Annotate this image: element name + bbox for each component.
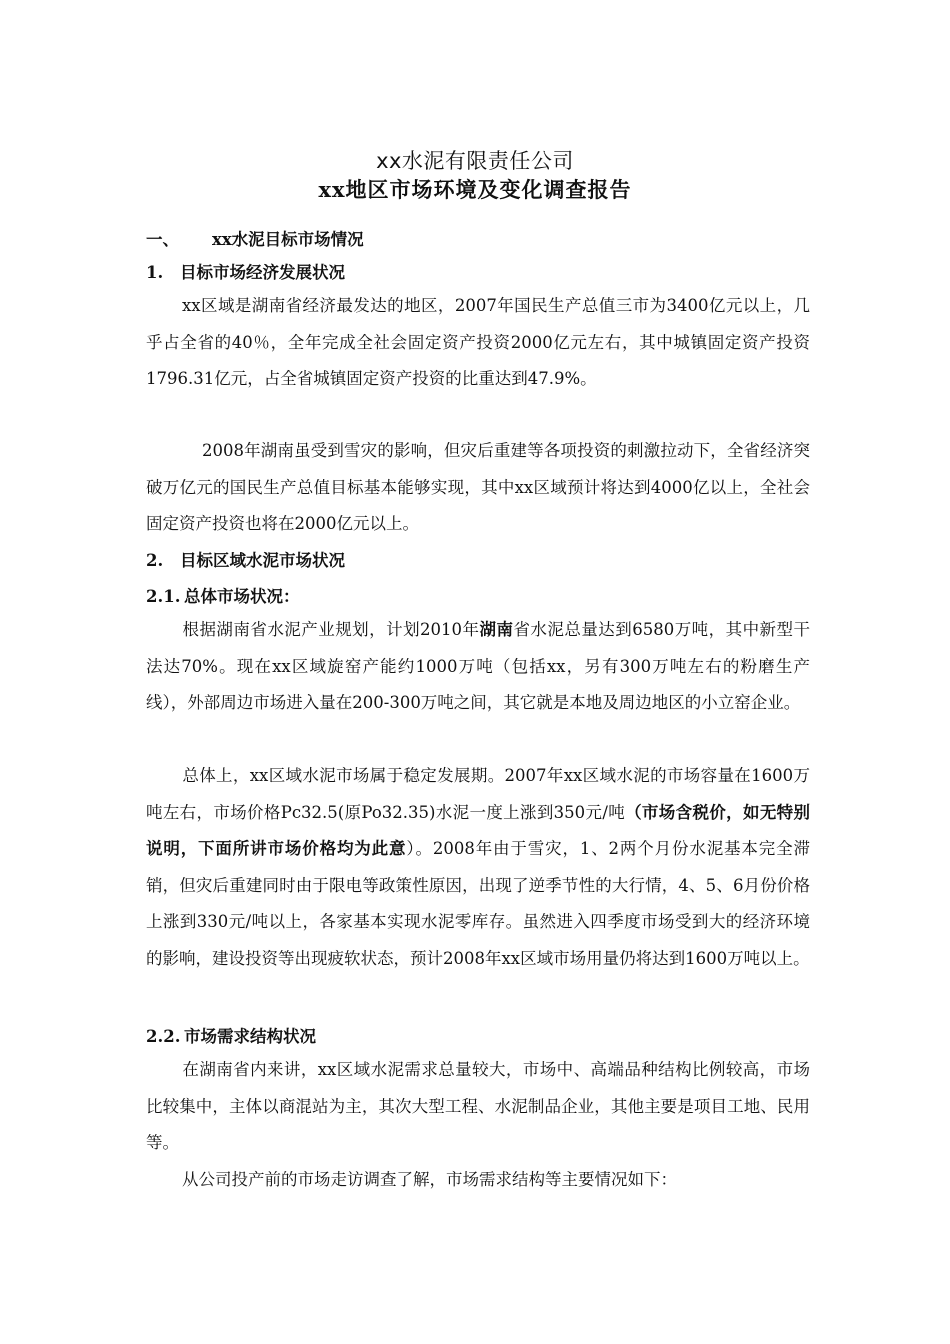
subsection-number: 2. [146,551,164,570]
subsection-heading-2-1 [146,585,300,609]
section-number: 一、 [146,230,179,249]
paragraph-text: 从公司投产前的市场走访调查了解，市场需求结构等主要情况如下： [182,1170,677,1189]
paragraph-text: 总体上，xx区域水泥市场属于稳定发展期。2007年xx区域水泥的市场容量在1600万吨左右，市场价格Pc32.5(原Po32.35)水泥一度上涨到350元/吨 [146,766,810,822]
paragraph-text: 在湖南省内来讲，xx区域水泥需求总量较大，市场中、高端品种结构比例较高，市场比较集中，主体以商混站为主，其次大型工程、水泥制品企业，其他主要是项目工地、民用等。 [146,1060,810,1152]
section-heading-1 [146,228,364,252]
paragraph-text: 根据湖南省水泥产业规划，计划2010年 [182,620,480,639]
paragraph-text: 2008年湖南虽受到雪灾的影响，但灾后重建等各项投资的刺激拉动下，全省经济突破万亿元的国民生产总值目标基本能够实现，其中xx区域预计将达到4000亿以上，全社会固定资产投资也将在2000亿元以上。 [146,441,810,533]
paragraph-text: 省水泥总量达到6580万吨，其中新型干法达70%。现在xx区域旋窑产能约1000万吨（包括xx，另有300万吨左右的粉磨生产线），外部周边市场进入量在200-300万吨之间，其它就是本地及周边地区的小立窑企业。 [146,620,811,712]
paragraph-survey-intro [146,1162,810,1199]
subsection-title: 总体市场状况： [184,587,300,606]
subsection-title: 目标区域水泥市场状况 [180,551,345,570]
paragraph-demand-structure [146,1052,810,1162]
subsection-number: 2.1. [146,587,181,606]
paragraph-text: ）。2008年由于雪灾，1、2两个月份水泥基本完全滞销，但灾后重建同时由于限电等政策性原因，出现了逆季节性的大行情，4、5、6月份价格上涨到330元/吨以上，各家基本实现水泥零库存。虽然进入四季度市场受到大的经济环境的影响，建设投资等出现疲软状态，预计2008年xx区域市场用量仍将达到1600万吨以上。 [146,839,810,968]
bold-text: （市场含税价，如无特别说明，下面所讲市场价格均为此意 [146,802,810,858]
paragraph-text: xx区域是湖南省经济最发达的地区，2007年国民生产总值三市为3400亿元以上，几乎占全省的40％，全年完成全社会固定资产投资2000亿元左右，其中城镇固定资产投资1796.31亿元，占全省城镇固定资产投资的比重达到47.9%。 [146,296,810,388]
paragraph-market-overview [146,758,810,977]
subsection-heading-2 [146,549,345,573]
company-title: xx水泥有限责任公司 [376,149,574,173]
subsection-title: 市场需求结构状况 [184,1027,316,1046]
bold-text: 湖南 [479,620,514,639]
subsection-number: 2.2. [146,1027,181,1046]
report-title: xx地区市场环境及变化调查报告 [318,177,632,202]
subsection-number: 1. [146,263,164,282]
paragraph-snow-disaster [146,433,810,543]
paragraph-economy [146,288,810,398]
subsection-title: 目标市场经济发展状况 [180,263,345,282]
subsection-heading-1 [146,261,345,285]
paragraph-industry-plan [146,612,810,722]
section-title: xx水泥目标市场情况 [212,230,364,249]
subsection-heading-2-2 [146,1025,316,1049]
